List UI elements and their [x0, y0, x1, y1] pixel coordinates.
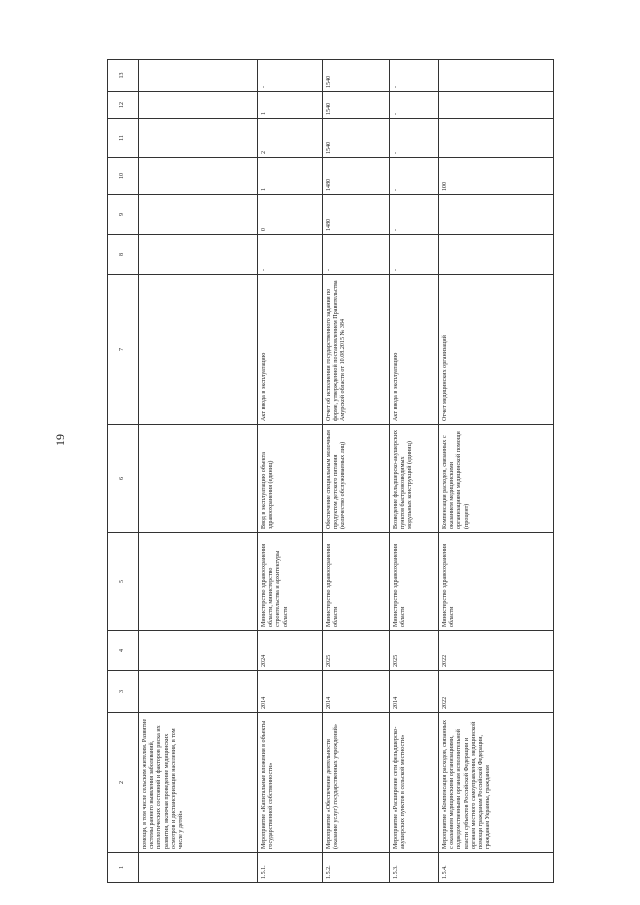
- cell-val-9: 0: [258, 195, 323, 235]
- program-table: [107, 59, 554, 883]
- cell-val-10: [139, 158, 258, 195]
- cell-name: Мероприятие «Обеспечение деятельности (оказание услуг) государственных учреждений»: [323, 713, 390, 853]
- cell-val-11: [439, 119, 554, 158]
- cell-executor: [139, 533, 258, 631]
- cell-val-10: 1: [258, 158, 323, 195]
- cell-val-10: -: [390, 158, 439, 195]
- cell-val-12: -: [390, 92, 439, 119]
- cell-start-year: 2014: [323, 671, 390, 713]
- header-cell-11: 11: [108, 119, 139, 158]
- cell-val-12: 1540: [323, 92, 390, 119]
- cell-indicator: Компенсация расходов, связанных с оказанием медицинскими организациями медицинской помощи (процент): [439, 425, 554, 533]
- cell-num: 1.5.4.: [439, 853, 554, 883]
- cell-name: Мероприятие «Капитальные вложения в объекты государственной собственности»: [258, 713, 323, 853]
- cell-val-12: [139, 92, 258, 119]
- cell-indicator: Обеспечение специальным молочным продуктом детского питания (количество обслуживаемых лиц): [323, 425, 390, 533]
- header-row: [108, 60, 139, 883]
- cell-name: Мероприятие «Расширение сети фельдшерско-акушерских пунктов в сельской местности»: [390, 713, 439, 853]
- cell-val-8: -: [258, 235, 323, 275]
- cell-source: Отчет об исполнении государственного задания по форме, утвержденной постановлением Правительства Амурской области от 10.08.2015 № 384: [323, 275, 390, 425]
- cell-val-11: 1540: [323, 119, 390, 158]
- cell-val-12: 1: [258, 92, 323, 119]
- cell-val-8: -: [390, 235, 439, 275]
- cell-val-11: [139, 119, 258, 158]
- cell-start-year: 2022: [439, 671, 554, 713]
- header-cell-13: 13: [108, 60, 139, 92]
- cell-indicator: [139, 425, 258, 533]
- cell-val-10: 1480: [323, 158, 390, 195]
- cell-val-13: [139, 60, 258, 92]
- header-cell-6: 6: [108, 425, 139, 533]
- cell-source: Акт ввода в эксплуатацию: [258, 275, 323, 425]
- cell-val-8: [139, 235, 258, 275]
- header-cell-3: 3: [108, 671, 139, 713]
- page-number: 19: [53, 434, 67, 446]
- cell-num: 1.5.2.: [323, 853, 390, 883]
- cell-start-year: 2014: [390, 671, 439, 713]
- cell-val-13: 1540: [323, 60, 390, 92]
- cell-val-13: -: [390, 60, 439, 92]
- header-cell-8: 8: [108, 235, 139, 275]
- cell-name: Мероприятие «Компенсация расходов, связанных с оказанием медицинскими организациями, подведомственными органам исполнительной власти субъектов Российской Федерации и органам местного самоуправления, медицинской помощи гражданам Российской Федерации, гражданам Украины, гражданам: [439, 713, 554, 853]
- cell-end-year: 2022: [439, 631, 554, 671]
- cell-val-12: [439, 92, 554, 119]
- cell-val-13: [439, 60, 554, 92]
- header-cell-5: 5: [108, 533, 139, 631]
- table-row: [390, 60, 439, 883]
- cell-source: [139, 275, 258, 425]
- cell-val-13: -: [258, 60, 323, 92]
- cell-val-8: [439, 235, 554, 275]
- cell-val-11: 2: [258, 119, 323, 158]
- table-row: [139, 60, 258, 883]
- cell-source: Отчет медицинских организаций: [439, 275, 554, 425]
- cell-val-9: [139, 195, 258, 235]
- cell-num: [139, 853, 258, 883]
- header-cell-7: 7: [108, 275, 139, 425]
- program-table-container: [107, 60, 534, 883]
- cell-num: 1.5.1.: [258, 853, 323, 883]
- cell-val-9: [439, 195, 554, 235]
- cell-indicator: Возведение фельдшерско-акушерских пунктов быстровозводимых модульных конструкций (единиц): [390, 425, 439, 533]
- cell-name: помощи, в том числе сельским жителям. Развитие системы раннего выявления заболеваний, патологических состояний и факторов риска их развития, включая проведение медицинских осмотров и диспансеризации населения, в том числе у детей»: [139, 713, 258, 853]
- cell-start-year: 2014: [258, 671, 323, 713]
- cell-source: Акт ввода в эксплуатацию: [390, 275, 439, 425]
- cell-val-9: 1480: [323, 195, 390, 235]
- cell-executor: Министерство здравоохранения области: [439, 533, 554, 631]
- cell-executor: Министерство здравоохранения области: [390, 533, 439, 631]
- header-cell-2: 2: [108, 713, 139, 853]
- header-cell-9: 9: [108, 195, 139, 235]
- cell-val-8: -: [323, 235, 390, 275]
- cell-val-10: 100: [439, 158, 554, 195]
- cell-end-year: 2025: [390, 631, 439, 671]
- table-row: [323, 60, 390, 883]
- cell-end-year: [139, 631, 258, 671]
- cell-end-year: 2024: [258, 631, 323, 671]
- cell-num: 1.5.3.: [390, 853, 439, 883]
- header-cell-1: 1: [108, 853, 139, 883]
- header-cell-12: 12: [108, 92, 139, 119]
- table-row: [258, 60, 323, 883]
- cell-val-9: -: [390, 195, 439, 235]
- cell-executor: Министерство здравоохранения области: [323, 533, 390, 631]
- cell-start-year: [139, 671, 258, 713]
- cell-indicator: Ввод в эксплуатацию объекта здравоохранения (единиц): [258, 425, 323, 533]
- table-row: [439, 60, 554, 883]
- cell-executor: Министерство здравоохранения области, министерство строительства и архитектуры области: [258, 533, 323, 631]
- cell-end-year: 2025: [323, 631, 390, 671]
- cell-val-11: -: [390, 119, 439, 158]
- header-cell-10: 10: [108, 158, 139, 195]
- header-cell-4: 4: [108, 631, 139, 671]
